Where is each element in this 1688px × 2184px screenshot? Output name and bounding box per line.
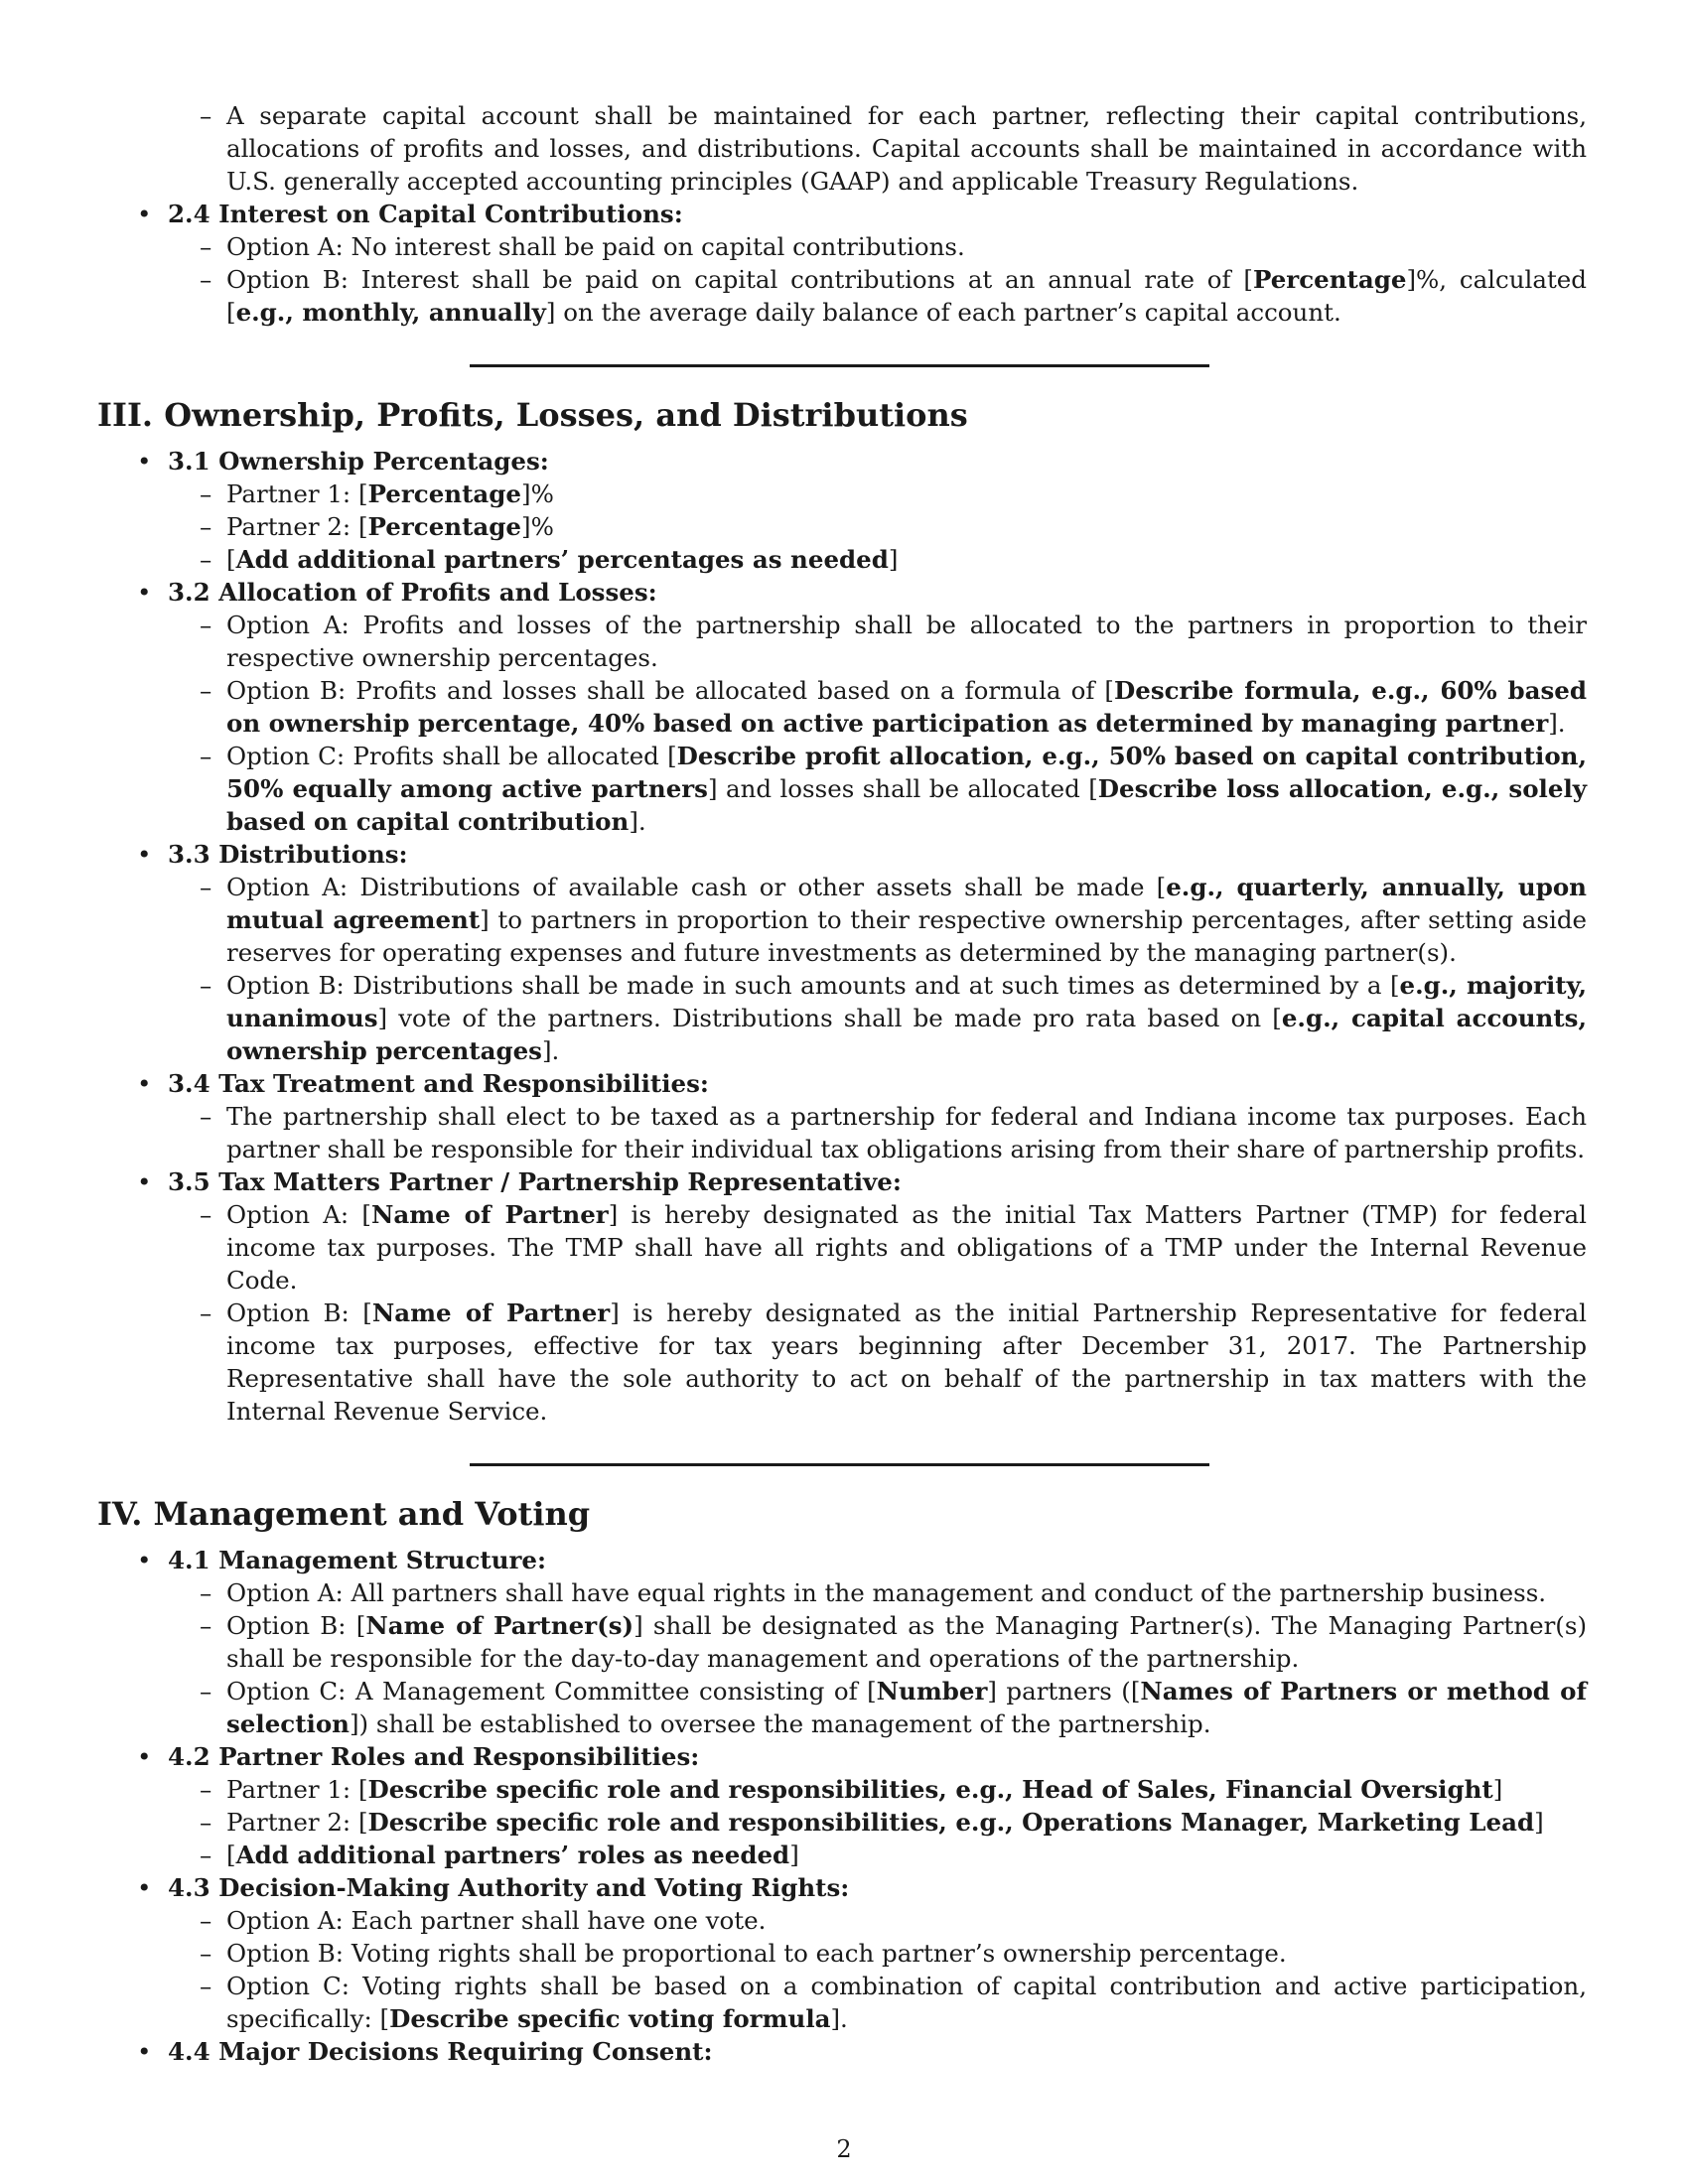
ownership-add-partners: – [Add additional partners’ percentages as needed] <box>97 543 1587 576</box>
capital-account-clause: – A separate capital account shall be maintained for each partner, reflecting their capital contributions, allocations of profits and losses, and distributions. Capital accounts shall be maintained in accordance with U.S. generally accepted accounting principles (GAAP) and applicable Treasury Regulations. <box>97 99 1587 198</box>
management-option-c: – Option C: A Management Committee consisting of [Number] partners ([Names of Partners or method of selection]) shall be established to oversee the management of the partnership. <box>97 1675 1587 1740</box>
section-4-2-title: • 4.2 Partner Roles and Responsibilities: <box>97 1740 1587 1773</box>
page-number: 2 <box>836 2135 852 2163</box>
section-3-5-title: • 3.5 Tax Matters Partner / Partnership Representative: <box>97 1165 1587 1198</box>
ownership-partner-2: – Partner 2: [Percentage]% <box>97 510 1587 543</box>
section-3-3-title: • 3.3 Distributions: <box>97 838 1587 871</box>
section-divider <box>470 364 1209 367</box>
voting-option-a: – Option A: Each partner shall have one vote. <box>97 1904 1587 1937</box>
allocation-option-a: – Option A: Profits and losses of the partnership shall be allocated to the partners in proportion to their respective ownership percentages. <box>97 609 1587 674</box>
interest-option-b: – Option B: Interest shall be paid on capital contributions at an annual rate of [Percentage]%, calculated [e.g., monthly, annually] on the average daily balance of each partner’s capital account. <box>97 263 1587 329</box>
section-4-4-title: • 4.4 Major Decisions Requiring Consent: <box>97 2035 1587 2068</box>
section-3-2-title: • 3.2 Allocation of Profits and Losses: <box>97 576 1587 609</box>
section-4-1-title: • 4.1 Management Structure: <box>97 1544 1587 1576</box>
tmp-option-a: – Option A: [Name of Partner] is hereby designated as the initial Tax Matters Partner (TMP) for federal income tax purposes. The TMP shall have all rights and obligations of a TMP under the Internal Revenue Code. <box>97 1198 1587 1297</box>
voting-option-c: – Option C: Voting rights shall be based on a combination of capital contribution and active participation, specifically: [Describe specific voting formula]. <box>97 1970 1587 2035</box>
role-partner-1: – Partner 1: [Describe specific role and responsibilities, e.g., Head of Sales, Financial Oversight] <box>97 1773 1587 1806</box>
interest-option-a: – Option A: No interest shall be paid on capital contributions. <box>97 230 1587 263</box>
management-option-a: – Option A: All partners shall have equal rights in the management and conduct of the partnership business. <box>97 1576 1587 1609</box>
section-3-heading: III. Ownership, Profits, Losses, and Distributions <box>97 396 968 434</box>
section-4-3-title: • 4.3 Decision-Making Authority and Voting Rights: <box>97 1871 1587 1904</box>
section-divider <box>470 1463 1209 1466</box>
ownership-partner-1: – Partner 1: [Percentage]% <box>97 478 1587 510</box>
management-option-b: – Option B: [Name of Partner(s)] shall be designated as the Managing Partner(s). The Managing Partner(s) shall be responsible for the day-to-day management and operations of the partnership. <box>97 1609 1587 1675</box>
section-2-4-title: • 2.4 Interest on Capital Contributions: <box>97 198 1587 230</box>
distribution-option-a: – Option A: Distributions of available cash or other assets shall be made [e.g., quarterly, annually, upon mutual agreement] to partners in proportion to their respective ownership percentages, after setting aside reserves for operating expenses and future investments as determined by the managing partner(s). <box>97 871 1587 969</box>
section-4-heading: IV. Management and Voting <box>97 1495 591 1533</box>
tmp-option-b: – Option B: [Name of Partner] is hereby designated as the initial Partnership Representative for federal income tax purposes, effective for tax years beginning after December 31, 2017. The Partnership Representative shall have the sole authority to act on behalf of the partnership in tax matters with the Internal Revenue Service. <box>97 1297 1587 1428</box>
tax-treatment-text: – The partnership shall elect to be taxed as a partnership for federal and Indiana income tax purposes. Each partner shall be responsible for their individual tax obligations arising from their share of partnership profits. <box>97 1100 1587 1165</box>
role-add-partners: – [Add additional partners’ roles as needed] <box>97 1839 1587 1871</box>
allocation-option-b: – Option B: Profits and losses shall be allocated based on a formula of [Describe formula, e.g., 60% based on ownership percentage, 40% based on active participation as determined by managing partner]. <box>97 674 1587 740</box>
voting-option-b: – Option B: Voting rights shall be proportional to each partner’s ownership percentage. <box>97 1937 1587 1970</box>
page-content <box>97 99 1587 2068</box>
allocation-option-c: – Option C: Profits shall be allocated [Describe profit allocation, e.g., 50% based on capital contribution, 50% equally among active partners] and losses shall be allocated [Describe loss allocation, e.g., solely based on capital contribution]. <box>97 740 1587 838</box>
section-3-1-title: • 3.1 Ownership Percentages: <box>97 445 1587 478</box>
section-3-4-title: • 3.4 Tax Treatment and Responsibilities: <box>97 1067 1587 1100</box>
role-partner-2: – Partner 2: [Describe specific role and responsibilities, e.g., Operations Manager, Marketing Lead] <box>97 1806 1587 1839</box>
distribution-option-b: – Option B: Distributions shall be made in such amounts and at such times as determined by a [e.g., majority, unanimous] vote of the partners. Distributions shall be made pro rata based on [e.g., capital accounts, ownership percentages]. <box>97 969 1587 1067</box>
